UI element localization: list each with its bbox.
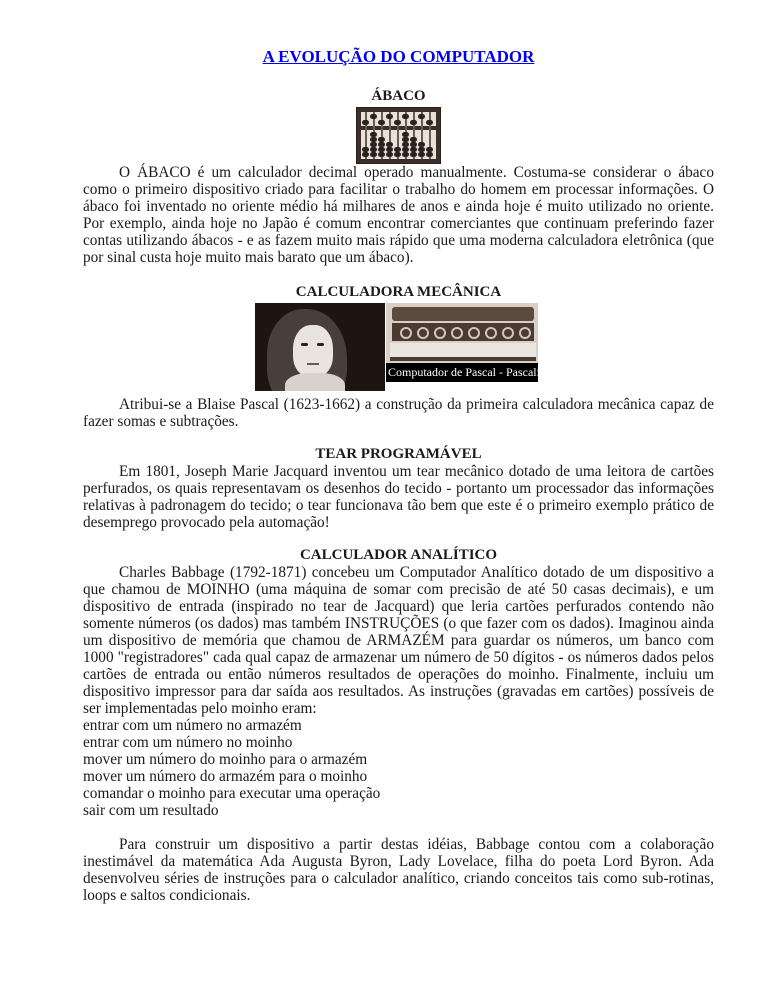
abacus-image-row (83, 107, 714, 164)
document-page (83, 47, 714, 904)
heading-tear-programavel: TEAR PROGRAMÁVEL (315, 446, 482, 462)
paragraph-abaco: O ÁBACO é um calculador decimal operado manualmente. Costuma-se considerar o ábaco como o primeiro dispositivo criado para facilitar o trabalho do homem em processar informações. O ábaco foi inventado no oriente médio há milhares de anos e ainda hoje é muito utilizado no oriente. Por exemplo, ainda hoje no Japão é comum encontrar comerciantes que continuam preferindo fazer contas utilizando ábacos - e as fazem muito mais rápido que uma moderna calculadora eletrônica (que por sinal custa hoje muito mais barato que um ábaco). (83, 164, 714, 266)
page-title (83, 47, 714, 67)
abacus-image (356, 107, 441, 164)
pascaline-image (386, 303, 538, 363)
instruction-item: mover um número do armazém para o moinho (83, 768, 368, 785)
instruction-item: entrar com um número no armazém (83, 717, 302, 734)
pascaline-caption: Computador de Pascal - Pascaline (386, 363, 538, 382)
instruction-item: entrar com um número no moinho (83, 734, 293, 751)
paragraph-tear: Em 1801, Joseph Marie Jacquard inventou um tear mecânico dotado de uma leitora de cartões perfurados, os quais representavam os desenhos do tecido - portanto um processador das informações relativas à padronagem do tecido; o tear funcionava tão bem que este é o primeiro exemplo prático de desemprego provocado pela automação! (83, 463, 714, 531)
pascal-images-row (79, 303, 714, 391)
blaise-pascal-portrait (255, 303, 385, 391)
paragraph-analitico: Charles Babbage (1792-1871) concebeu um Computador Analítico dotado de um dispositivo a que chamou de MOINHO (uma máquina de somar com precisão de até 50 casas decimais), e um dispositivo de entrada (inspirado no tear de Jacquard) que leria cartões perfurados contendo não somente números (os dados) mas também INSTRUÇÕES (o que fazer com os dados). Imaginou ainda um dispositivo de memória que chamou de ARMAZÉM para guardar os números, um banco com 1000 "registradores" cada qual capaz de armazenar um número de 50 dígitos - os números dados pelos cartões de entrada ou então números resultados de operações do moinho. Finalmente, incluiu um dispositivo impressor para dar saída aos resultados. As instruções (gravadas em cartões) possíveis de ser implementadas pelo moinho eram: (83, 564, 714, 717)
instruction-item: comandar o moinho para executar uma operação (83, 785, 381, 802)
title-link[interactable]: A EVOLUÇÃO DO COMPUTADOR (262, 47, 535, 66)
paragraph-calculadora: Atribui-se a Blaise Pascal (1623-1662) a construção da primeira calculadora mecânica capaz de fazer somas e subtrações. (83, 396, 714, 430)
instruction-item: mover um número do moinho para o armazém (83, 751, 368, 768)
paragraph-ada-lovelace: Para construir um dispositivo a partir destas idéias, Babbage contou com a colaboração inestimável da matemática Ada Augusta Byron, Lady Lovelace, filha do poeta Lord Byron. Ada desenvolveu séries de instruções para o calculador analítico, criando conceitos tais como sub-rotinas, loops e saltos condicionais. (83, 836, 714, 904)
heading-abaco: ÁBACO (371, 88, 426, 104)
heading-calculador-analitico: CALCULADOR ANALÍTICO (299, 547, 498, 563)
instruction-item: sair com um resultado (83, 802, 219, 819)
heading-calculadora-mecanica: CALCULADORA MECÂNICA (295, 284, 502, 300)
pascaline-figure (386, 303, 552, 391)
instruction-list (83, 717, 714, 819)
